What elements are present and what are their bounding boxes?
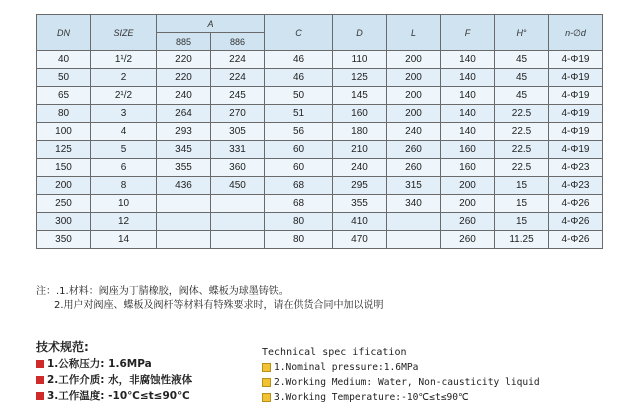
table-cell: 260 — [387, 159, 441, 177]
table-cell: 4-Φ26 — [549, 195, 603, 213]
table-cell — [211, 231, 265, 249]
table-cell: 200 — [441, 177, 495, 195]
table-cell: 4-Φ26 — [549, 213, 603, 231]
table-cell: 160 — [333, 105, 387, 123]
table-cell: 260 — [441, 213, 495, 231]
table-cell: 14 — [91, 231, 157, 249]
table-cell: 12 — [91, 213, 157, 231]
notes — [36, 285, 384, 313]
col-header-f: F — [441, 15, 495, 51]
tech-spec-cn-item: 2.工作介质: 水，非腐蚀性液体 — [36, 372, 192, 388]
tech-spec-cn-item: 1.公称压力: 1.6MPa — [36, 356, 192, 372]
table-cell: 40 — [37, 51, 91, 69]
table-cell: 60 — [265, 159, 333, 177]
tech-spec-cn-title: 技术规范: — [36, 340, 89, 354]
table-cell — [387, 213, 441, 231]
table-cell: 264 — [157, 105, 211, 123]
table-cell: 240 — [157, 87, 211, 105]
tech-spec-cn-item: 3.工作温度: -10℃≤t≤90℃ — [36, 388, 192, 404]
table-cell: 240 — [333, 159, 387, 177]
col-header-l: L — [387, 15, 441, 51]
col-header-c: C — [265, 15, 333, 51]
table-cell: 125 — [37, 141, 91, 159]
table-row — [37, 69, 603, 87]
table-cell: 140 — [441, 87, 495, 105]
tech-spec-en-item: 3.Working Temperature:-10℃≤t≤90℃ — [262, 390, 540, 405]
table-cell: 160 — [441, 159, 495, 177]
table-cell: 340 — [387, 195, 441, 213]
col-header-dn: DN — [37, 15, 91, 51]
table-cell: 15 — [495, 177, 549, 195]
table-cell: 315 — [387, 177, 441, 195]
table-row — [37, 177, 603, 195]
table-cell: 224 — [211, 69, 265, 87]
table-cell: 220 — [157, 51, 211, 69]
table-cell: 4-Φ19 — [549, 51, 603, 69]
note-line-2: 2.用户对阀座、蝶板及阀杆等材料有特殊要求时，请在供货合同中加以说明 — [54, 300, 384, 311]
table-cell: 56 — [265, 123, 333, 141]
table-cell: 140 — [441, 69, 495, 87]
table-cell: 2 — [91, 69, 157, 87]
table-cell: 210 — [333, 141, 387, 159]
table-cell: 260 — [387, 141, 441, 159]
table-cell: 4-Φ19 — [549, 141, 603, 159]
table-cell: 46 — [265, 51, 333, 69]
table-cell: 140 — [441, 51, 495, 69]
table-cell: 200 — [441, 195, 495, 213]
table-cell: 200 — [387, 69, 441, 87]
table-cell: 245 — [211, 87, 265, 105]
table-cell: 410 — [333, 213, 387, 231]
col-header-size: SIZE — [91, 15, 157, 51]
table-cell: 4-Φ26 — [549, 231, 603, 249]
col-header-n: n-∅d — [549, 15, 603, 51]
table-cell: 22.5 — [495, 159, 549, 177]
table-cell: 46 — [265, 69, 333, 87]
col-header-a: A — [157, 15, 265, 33]
tech-spec-cn-list — [36, 356, 192, 404]
yellow-square-icon — [262, 393, 271, 402]
table-cell: 80 — [37, 105, 91, 123]
table-cell: 200 — [387, 105, 441, 123]
table-cell: 15 — [495, 213, 549, 231]
table-cell: 270 — [211, 105, 265, 123]
yellow-square-icon — [262, 378, 271, 387]
table-cell — [211, 213, 265, 231]
table-cell: 224 — [211, 51, 265, 69]
table-cell: 45 — [495, 87, 549, 105]
table-cell: 355 — [157, 159, 211, 177]
table-cell: 200 — [387, 87, 441, 105]
col-header-a-886: 886 — [211, 33, 265, 51]
table-cell: 240 — [387, 123, 441, 141]
table-cell: 45 — [495, 69, 549, 87]
table-cell: 260 — [441, 231, 495, 249]
table-cell — [157, 213, 211, 231]
red-square-icon — [36, 392, 44, 400]
table-cell: 470 — [333, 231, 387, 249]
table-row — [37, 87, 603, 105]
table-cell: 6 — [91, 159, 157, 177]
table-cell: 305 — [211, 123, 265, 141]
table-cell: 45 — [495, 51, 549, 69]
table-cell — [387, 231, 441, 249]
table-cell: 60 — [265, 141, 333, 159]
table-cell: 22.5 — [495, 141, 549, 159]
table-cell: 355 — [333, 195, 387, 213]
table-cell: 11.25 — [495, 231, 549, 249]
table-cell: 345 — [157, 141, 211, 159]
col-header-d: D — [333, 15, 387, 51]
table-cell: 5 — [91, 141, 157, 159]
table-cell — [157, 231, 211, 249]
table-cell: 200 — [37, 177, 91, 195]
table-cell: 300 — [37, 213, 91, 231]
table-cell: 4-Φ23 — [549, 159, 603, 177]
tech-spec-en-item: 1.Nominal pressure:1.6MPa — [262, 360, 540, 375]
table-cell: 51 — [265, 105, 333, 123]
table-cell: 145 — [333, 87, 387, 105]
table-cell: 50 — [37, 69, 91, 87]
table-row — [37, 123, 603, 141]
note-line-1: 注：.1.材料：阀座为丁腈橡胶，阀体、蝶板为球墨铸铁。 — [36, 286, 289, 297]
table-cell: 4-Φ23 — [549, 177, 603, 195]
table-cell: 2¹/2 — [91, 87, 157, 105]
table-row — [37, 195, 603, 213]
tech-spec-en-list — [262, 360, 540, 405]
table-cell: 80 — [265, 213, 333, 231]
table-cell: 65 — [37, 87, 91, 105]
table-cell: 360 — [211, 159, 265, 177]
red-square-icon — [36, 376, 44, 384]
table-cell: 4-Φ19 — [549, 87, 603, 105]
table-cell: 1¹/2 — [91, 51, 157, 69]
table-cell: 15 — [495, 195, 549, 213]
table-cell: 350 — [37, 231, 91, 249]
table-row — [37, 51, 603, 69]
table-row — [37, 141, 603, 159]
table-cell: 100 — [37, 123, 91, 141]
table-cell: 80 — [265, 231, 333, 249]
table-cell: 293 — [157, 123, 211, 141]
table-cell: 450 — [211, 177, 265, 195]
tech-spec-en-item: 2.Working Medium: Water, Non-causticity liquid — [262, 375, 540, 390]
table-cell: 250 — [37, 195, 91, 213]
table-cell: 4-Φ19 — [549, 105, 603, 123]
col-header-a-885: 885 — [157, 33, 211, 51]
table-cell: 220 — [157, 69, 211, 87]
table-cell — [157, 195, 211, 213]
table-cell: 4 — [91, 123, 157, 141]
table-cell: 68 — [265, 177, 333, 195]
table-row — [37, 213, 603, 231]
table-cell: 8 — [91, 177, 157, 195]
table-cell: 200 — [387, 51, 441, 69]
table-cell: 140 — [441, 105, 495, 123]
table-row — [37, 231, 603, 249]
table-cell: 50 — [265, 87, 333, 105]
table-cell: 150 — [37, 159, 91, 177]
spec-table — [36, 14, 603, 249]
table-cell: 180 — [333, 123, 387, 141]
col-header-h: H° — [495, 15, 549, 51]
table-row — [37, 105, 603, 123]
table-cell: 331 — [211, 141, 265, 159]
tech-spec-en-title: Technical spec ification — [262, 347, 407, 358]
table-cell: 110 — [333, 51, 387, 69]
table-row — [37, 159, 603, 177]
table-cell: 10 — [91, 195, 157, 213]
table-cell: 68 — [265, 195, 333, 213]
table-cell: 160 — [441, 141, 495, 159]
table-cell: 4-Φ19 — [549, 69, 603, 87]
yellow-square-icon — [262, 363, 271, 372]
table-cell: 295 — [333, 177, 387, 195]
table-cell: 22.5 — [495, 123, 549, 141]
table-cell: 436 — [157, 177, 211, 195]
table-cell: 22.5 — [495, 105, 549, 123]
table-cell: 3 — [91, 105, 157, 123]
table-cell: 4-Φ19 — [549, 123, 603, 141]
table-cell: 140 — [441, 123, 495, 141]
table-body — [37, 51, 603, 249]
table-cell: 125 — [333, 69, 387, 87]
table-cell — [211, 195, 265, 213]
red-square-icon — [36, 360, 44, 368]
